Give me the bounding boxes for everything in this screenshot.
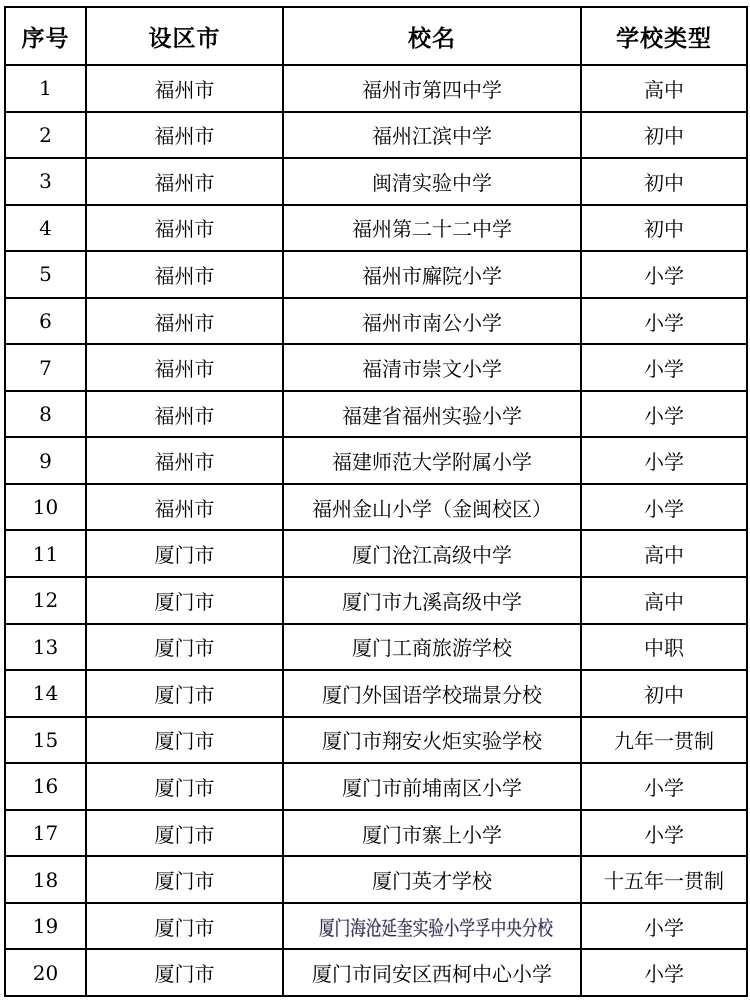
cell-serial-number: 14 [5,670,86,717]
cell-school-type: 初中 [581,205,747,252]
table-row [5,903,747,950]
cell-district-city: 福州市 [86,158,283,205]
cell-serial-number: 11 [5,530,86,577]
cell-serial-number: 17 [5,810,86,857]
cell-district-city: 厦门市 [86,670,283,717]
school-name-text: 厦门工商旅游学校 [352,636,512,661]
cell-school-type: 小学 [581,298,747,345]
cell-school-type: 初中 [581,158,747,205]
school-name-text: 福州第二十二中学 [352,217,512,242]
cell-school-type: 高中 [581,530,747,577]
table-row [5,856,747,903]
school-name-text: 厦门沧江高级中学 [352,543,512,568]
cell-district-city: 厦门市 [86,530,283,577]
table-row [5,251,747,298]
cell-school-type: 中职 [581,624,747,671]
cell-district-city: 福州市 [86,205,283,252]
table-row [5,577,747,624]
cell-school-name [283,344,581,391]
header-serial-number: 序号 [5,7,86,65]
cell-school-name [283,763,581,810]
cell-serial-number: 13 [5,624,86,671]
cell-school-type: 小学 [581,437,747,484]
cell-district-city: 厦门市 [86,949,283,996]
cell-school-name [283,577,581,624]
cell-school-type: 小学 [581,391,747,438]
cell-school-type: 十五年一贯制 [581,856,747,903]
cell-school-name [283,251,581,298]
school-name-text: 福州金山小学（金闽校区） [312,496,552,521]
school-name-text: 福州江滨中学 [372,124,492,149]
cell-school-name [283,298,581,345]
school-name-text: 厦门市九溪高级中学 [342,589,522,614]
header-school-name: 校名 [283,7,581,65]
table-row [5,344,747,391]
cell-school-name [283,484,581,531]
cell-school-type: 小学 [581,949,747,996]
cell-school-type: 九年一贯制 [581,717,747,764]
cell-school-type: 初中 [581,670,747,717]
cell-district-city: 厦门市 [86,577,283,624]
table-row [5,717,747,764]
cell-district-city: 福州市 [86,112,283,159]
cell-school-type: 小学 [581,903,747,950]
cell-serial-number: 3 [5,158,86,205]
cell-school-type: 小学 [581,344,747,391]
cell-school-name [283,624,581,671]
table-row [5,391,747,438]
header-school-type: 学校类型 [581,7,747,65]
cell-serial-number: 4 [5,205,86,252]
cell-district-city: 福州市 [86,65,283,112]
header-district-city: 设区市 [86,7,283,65]
cell-serial-number: 19 [5,903,86,950]
school-name-text: 厦门市寨上小学 [362,822,502,847]
cell-school-type: 小学 [581,484,747,531]
cell-school-type: 高中 [581,65,747,112]
school-list-table [4,6,748,997]
cell-serial-number: 18 [5,856,86,903]
cell-serial-number: 16 [5,763,86,810]
cell-school-type: 小学 [581,763,747,810]
cell-school-name [283,949,581,996]
table-row [5,112,747,159]
school-name-text: 福州市南公小学 [362,310,502,335]
cell-serial-number: 10 [5,484,86,531]
cell-district-city: 厦门市 [86,903,283,950]
cell-school-name [283,670,581,717]
header-row [5,7,747,65]
cell-serial-number: 7 [5,344,86,391]
table-row [5,484,747,531]
cell-district-city: 厦门市 [86,717,283,764]
table-row [5,65,747,112]
cell-district-city: 福州市 [86,391,283,438]
cell-school-type: 初中 [581,112,747,159]
school-name-text: 厦门英才学校 [372,869,492,894]
school-name-text: 厦门海沧延奎实验小学孚中央分校 [319,915,553,940]
cell-school-type: 高中 [581,577,747,624]
cell-serial-number: 20 [5,949,86,996]
school-name-text: 福清市崇文小学 [362,357,502,382]
table-row [5,949,747,996]
school-name-text: 厦门外国语学校瑞景分校 [322,682,542,707]
table-row [5,763,747,810]
cell-district-city: 厦门市 [86,856,283,903]
cell-serial-number: 8 [5,391,86,438]
table-row [5,437,747,484]
cell-school-type: 小学 [581,251,747,298]
table-row [5,624,747,671]
cell-school-name [283,530,581,577]
school-name-text: 福州市第四中学 [362,77,502,102]
cell-school-name [283,717,581,764]
cell-serial-number: 2 [5,112,86,159]
cell-district-city: 福州市 [86,344,283,391]
cell-district-city: 福州市 [86,437,283,484]
cell-school-name [283,856,581,903]
table-row [5,810,747,857]
cell-school-type: 小学 [581,810,747,857]
cell-serial-number: 1 [5,65,86,112]
school-name-text: 福州市廨院小学 [362,263,502,288]
cell-serial-number: 15 [5,717,86,764]
cell-district-city: 厦门市 [86,763,283,810]
table-row [5,670,747,717]
cell-school-name [283,65,581,112]
cell-district-city: 厦门市 [86,810,283,857]
cell-district-city: 福州市 [86,298,283,345]
cell-school-name [283,903,581,950]
cell-district-city: 福州市 [86,484,283,531]
cell-school-name [283,205,581,252]
school-name-text: 闽清实验中学 [372,170,492,195]
cell-school-name [283,437,581,484]
cell-district-city: 厦门市 [86,624,283,671]
table-row [5,530,747,577]
cell-serial-number: 6 [5,298,86,345]
cell-district-city: 福州市 [86,251,283,298]
cell-school-name [283,810,581,857]
school-name-text: 厦门市前埔南区小学 [342,775,522,800]
cell-school-name [283,391,581,438]
table-row [5,205,747,252]
cell-school-name [283,112,581,159]
table-row [5,158,747,205]
cell-serial-number: 12 [5,577,86,624]
cell-serial-number: 5 [5,251,86,298]
school-name-text: 福建省福州实验小学 [342,403,522,428]
school-name-text: 厦门市翔安火炬实验学校 [322,729,542,754]
school-name-text: 福建师范大学附属小学 [332,450,532,475]
cell-school-name [283,158,581,205]
school-name-text: 厦门市同安区西柯中心小学 [312,962,552,987]
cell-serial-number: 9 [5,437,86,484]
table-row [5,298,747,345]
